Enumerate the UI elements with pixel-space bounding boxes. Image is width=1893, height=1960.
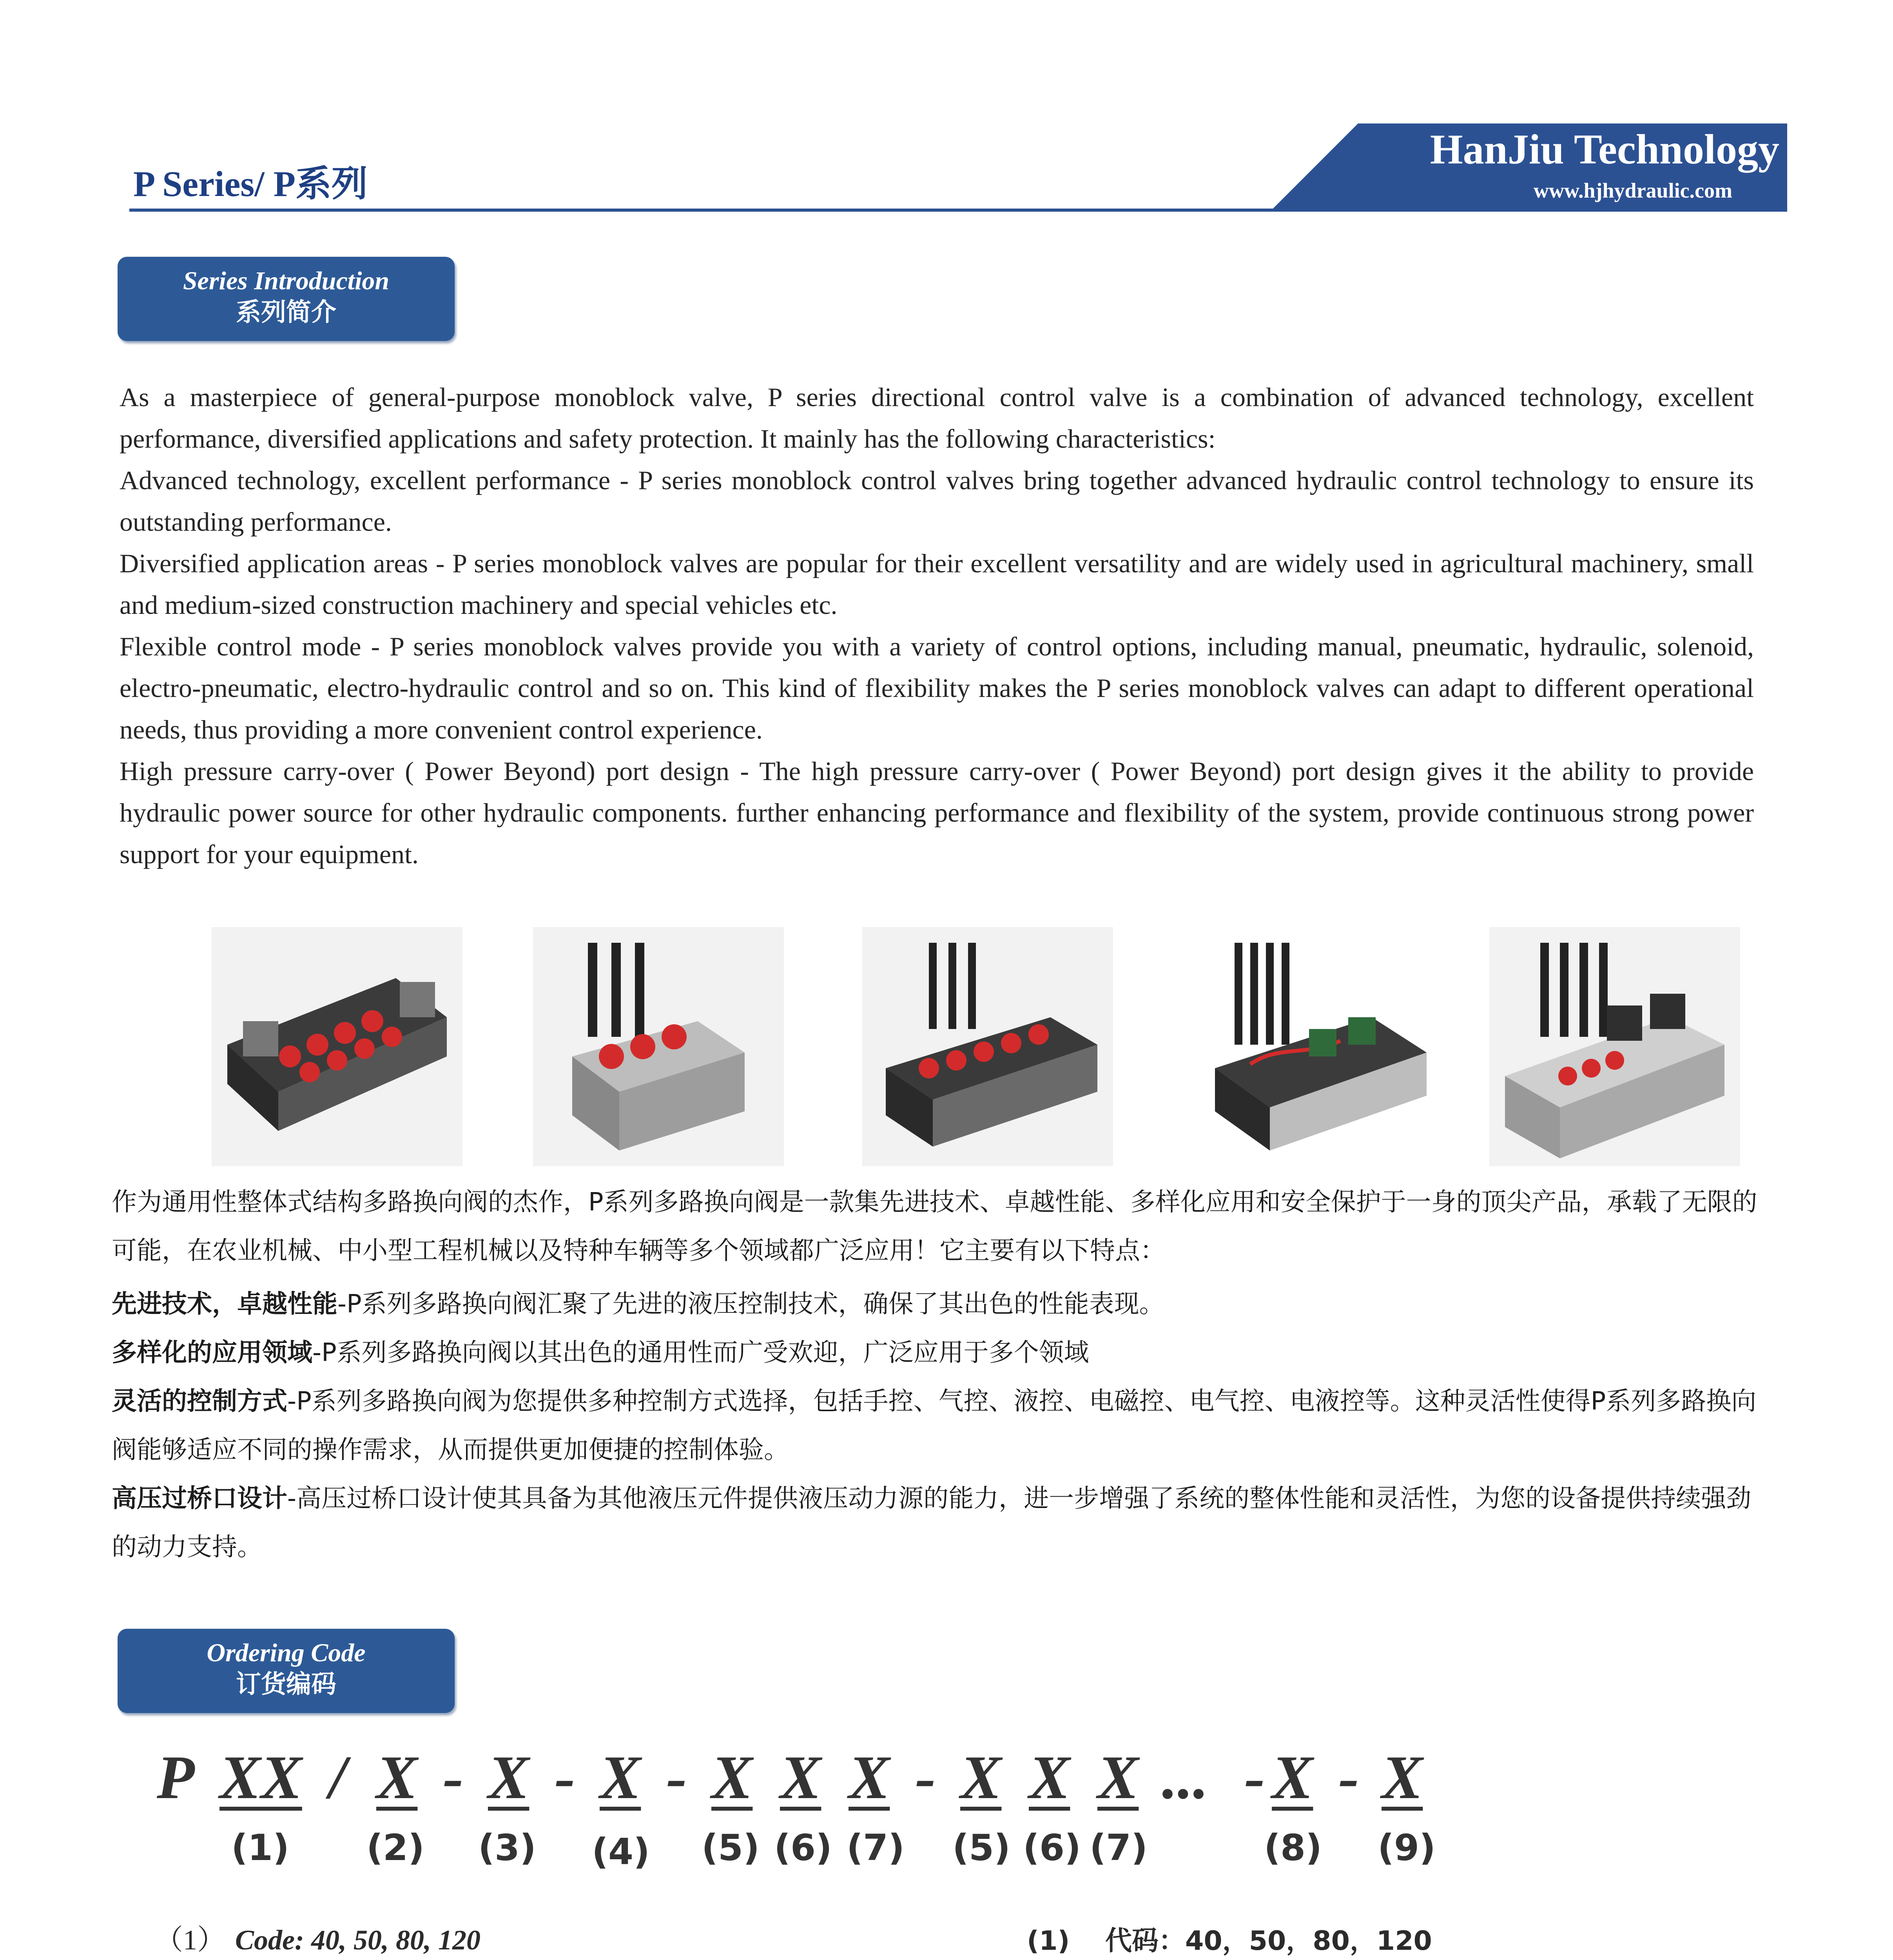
product-image-electro-hydraulic-valve [1191, 927, 1442, 1166]
code-separator: - [443, 1743, 464, 1812]
code-field: X [849, 1743, 890, 1812]
feature-title: 先进技术，卓越性能 [112, 1290, 337, 1319]
code-position-number: (5) [952, 1827, 1011, 1869]
intro-paragraph: Advanced technology, excellent performance - P series monoblock control valves bring together advanced hydraulic control technology to ensure its outstanding performance. [120, 465, 1754, 537]
code-field: X [780, 1743, 821, 1812]
code-separator: - [1244, 1743, 1265, 1812]
product-image-manual-valve-5 [862, 927, 1113, 1166]
tab-label-en: Series Introduction [183, 267, 390, 295]
code-position-number: (5) [702, 1827, 760, 1869]
intro-chinese: 作为通用性整体式结构多路换向阀的杰作，P系列多路换向阀是一款集先进技术、卓越性能、多样化应用和安全保护于一身的顶尖产品，承载了无限的可能，在农业机械、中小型工程机械以及特种车辆等多个领域都广泛应用！它主要有以下特点： [112, 1188, 1757, 1265]
code-field: X [376, 1743, 418, 1812]
intro-english [120, 376, 1754, 875]
code-separator: - [915, 1743, 936, 1812]
product-image-manual-valve-3 [533, 927, 784, 1166]
series-introduction-tab [118, 257, 455, 341]
code-field: X [711, 1743, 753, 1812]
code-position-number: (6) [1023, 1827, 1081, 1869]
code-position-number: (1) [231, 1827, 290, 1869]
option-cn [1027, 1920, 1432, 1958]
product-image-pneumatic-valve [1489, 927, 1740, 1166]
code-field: X [1029, 1743, 1070, 1812]
feature-item [112, 1280, 1758, 1328]
feature-item [112, 1377, 1758, 1474]
option-text: 代码：40，50，80，120 [1105, 1926, 1432, 1956]
tab-label-cn: 订货编码 [236, 1670, 336, 1699]
code-field: X [1097, 1743, 1139, 1812]
code-ellipsis: ... [1162, 1743, 1209, 1812]
code-position-number: (7) [1090, 1827, 1148, 1869]
series-title: P Series/ P系列 [133, 164, 368, 204]
code-separator: - [555, 1743, 575, 1812]
feature-title: 灵活的控制方式 [112, 1387, 287, 1416]
intro-paragraph: High pressure carry-over ( Power Beyond) port design - The high pressure carry-over ( Power Beyond) port design gives it the ability to provide hydraulic power source for other hydraulic components. further enhancing performance and flexibility of the system, provide continuous strong power support for your equipment. [120, 756, 1754, 869]
code-position-number: (7) [847, 1827, 905, 1869]
feature-text: -P系列多路换向阀为您提供多种控制方式选择，包括手控、气控、液控、电磁控、电气控、电液控等。这种灵活性使得P系列多路换向阀能够适应不同的操作需求，从而提供更加便捷的控制体验。 [112, 1387, 1757, 1465]
code-field: X [960, 1743, 1002, 1812]
code-position-number: (6) [774, 1827, 832, 1869]
intro-paragraph: Diversified application areas - P series monoblock valves are popular for their excellent versatility and are widely used in agricultural machinery, small and medium-sized construction machinery and special vehicles etc. [120, 548, 1754, 620]
code-position-number: (2) [366, 1827, 425, 1869]
code-field: X [1272, 1743, 1313, 1812]
code-field: X [600, 1743, 641, 1812]
feature-text: -P系列多路换向阀汇聚了先进的液压控制技术，确保了其出色的性能表现。 [337, 1290, 1164, 1319]
option-en [155, 1917, 481, 1958]
code-field: X [1382, 1743, 1423, 1812]
code-prefix: P [157, 1743, 195, 1812]
code-position-number: (4) [592, 1831, 650, 1873]
code-position-number: (9) [1378, 1827, 1436, 1869]
intro-paragraph: Flexible control mode - P series monoblock valves provide you with a variety of control options, including manual, pneumatic, hydraulic, solenoid, electro-pneumatic, electro-hydraulic control and so on. This kind of flexibility makes the P series monoblock valves can adapt to different operational needs, thus providing a more convenient control experience. [120, 632, 1754, 744]
intro-paragraph: As a masterpiece of general-purpose monoblock valve, P series directional control valve is a combination of advanced technology, excellent performance, diversified applications and safety protection. It mainly has the following characteristics: [120, 382, 1754, 454]
option-number: (1) [1027, 1926, 1070, 1956]
option-text: Code: 40, 50, 80, 120 [235, 1924, 481, 1956]
code-position-number: (8) [1264, 1827, 1322, 1869]
header-rule [129, 209, 1395, 212]
ordering-code-tab [118, 1629, 455, 1713]
feature-item [112, 1328, 1758, 1377]
code-field: X [488, 1743, 529, 1812]
brand-url: www.hjhydraulic.com [1533, 179, 1732, 202]
code-separator: / [329, 1743, 346, 1812]
feature-item [112, 1474, 1758, 1572]
code-position-number: (3) [478, 1827, 537, 1869]
code-separator: - [666, 1743, 687, 1812]
product-image-solenoid-valve [212, 927, 462, 1166]
feature-title: 高压过桥口设计 [112, 1484, 287, 1513]
feature-text: -P系列多路换向阀以其出色的通用性而广受欢迎，广泛应用于多个领域 [312, 1338, 1089, 1367]
code-field: XX [219, 1743, 302, 1812]
tab-label-cn: 系列简介 [236, 298, 336, 327]
feature-text: -高压过桥口设计使其具备为其他液压元件提供液压动力源的能力，进一步增强了系统的整体性能和灵活性，为您的设备提供持续强劲的动力支持。 [112, 1484, 1752, 1562]
feature-list-chinese [112, 1280, 1758, 1572]
option-number: （1） [155, 1924, 226, 1956]
feature-title: 多样化的应用领域 [112, 1338, 312, 1367]
code-separator: - [1338, 1743, 1359, 1812]
brand-name: HanJiu Technology [1430, 126, 1779, 173]
tab-label-en: Ordering Code [207, 1639, 366, 1667]
